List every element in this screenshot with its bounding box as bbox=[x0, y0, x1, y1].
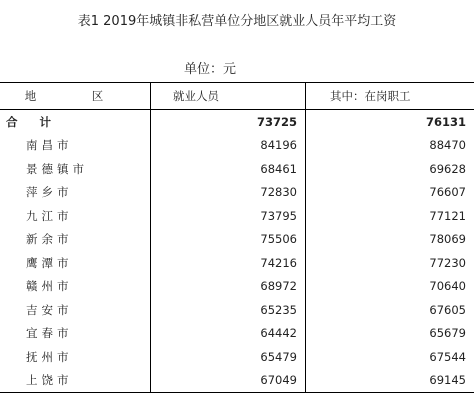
header-region: 地 区 bbox=[24, 89, 126, 103]
on-duty-cell: 67544 bbox=[305, 345, 474, 369]
table-row bbox=[0, 369, 474, 393]
employed-cell: 74216 bbox=[150, 251, 305, 275]
table-row bbox=[0, 228, 474, 252]
on-duty-cell: 76607 bbox=[305, 181, 474, 205]
on-duty-cell: 78069 bbox=[305, 228, 474, 252]
table-row bbox=[0, 298, 474, 322]
employed-cell: 84196 bbox=[150, 134, 305, 158]
region-cell: 新余市 bbox=[26, 232, 73, 247]
region-cell: 吉安市 bbox=[26, 302, 73, 317]
employed-cell: 72830 bbox=[150, 181, 305, 205]
region-cell: 抚州市 bbox=[26, 349, 73, 364]
employed-cell: 65235 bbox=[150, 298, 305, 322]
table-body bbox=[0, 134, 474, 393]
on-duty-cell: 88470 bbox=[305, 134, 474, 158]
employed-cell: 67049 bbox=[150, 369, 305, 393]
wage-table bbox=[0, 82, 474, 393]
total-region: 合计 bbox=[6, 114, 73, 129]
region-cell: 鹰潭市 bbox=[26, 255, 73, 270]
employed-cell: 68972 bbox=[150, 275, 305, 299]
region-cell: 萍乡市 bbox=[26, 185, 73, 200]
employed-cell: 65479 bbox=[150, 345, 305, 369]
table-row bbox=[0, 322, 474, 346]
region-cell: 赣州市 bbox=[26, 279, 73, 294]
table-header-row bbox=[0, 83, 474, 110]
table-row bbox=[0, 345, 474, 369]
table-title: 表1 2019年城镇非私营单位分地区就业人员年平均工资 bbox=[77, 14, 397, 29]
region-cell: 南昌市 bbox=[26, 138, 73, 153]
table-row bbox=[0, 181, 474, 205]
header-employed: 就业人员 bbox=[150, 83, 305, 109]
total-on-duty: 76131 bbox=[305, 110, 474, 134]
employed-cell: 68461 bbox=[150, 157, 305, 181]
table-row bbox=[0, 157, 474, 181]
on-duty-cell: 77230 bbox=[305, 251, 474, 275]
header-on-duty: 其中：在岗职工 bbox=[305, 83, 474, 109]
unit-label: 单位：元 bbox=[184, 62, 237, 77]
total-row bbox=[0, 110, 474, 134]
table-row bbox=[0, 275, 474, 299]
on-duty-cell: 65679 bbox=[305, 322, 474, 346]
on-duty-cell: 69628 bbox=[305, 157, 474, 181]
total-employed: 73725 bbox=[150, 110, 305, 134]
on-duty-cell: 69145 bbox=[305, 369, 474, 393]
table-row bbox=[0, 134, 474, 158]
on-duty-cell: 67605 bbox=[305, 298, 474, 322]
employed-cell: 75506 bbox=[150, 228, 305, 252]
region-cell: 九江市 bbox=[26, 208, 73, 223]
on-duty-cell: 70640 bbox=[305, 275, 474, 299]
employed-cell: 64442 bbox=[150, 322, 305, 346]
on-duty-cell: 77121 bbox=[305, 204, 474, 228]
region-cell: 宜春市 bbox=[26, 326, 73, 341]
table-row bbox=[0, 251, 474, 275]
table-row bbox=[0, 204, 474, 228]
region-cell: 上饶市 bbox=[26, 373, 73, 388]
employed-cell: 73795 bbox=[150, 204, 305, 228]
region-cell: 景德镇市 bbox=[26, 161, 88, 176]
